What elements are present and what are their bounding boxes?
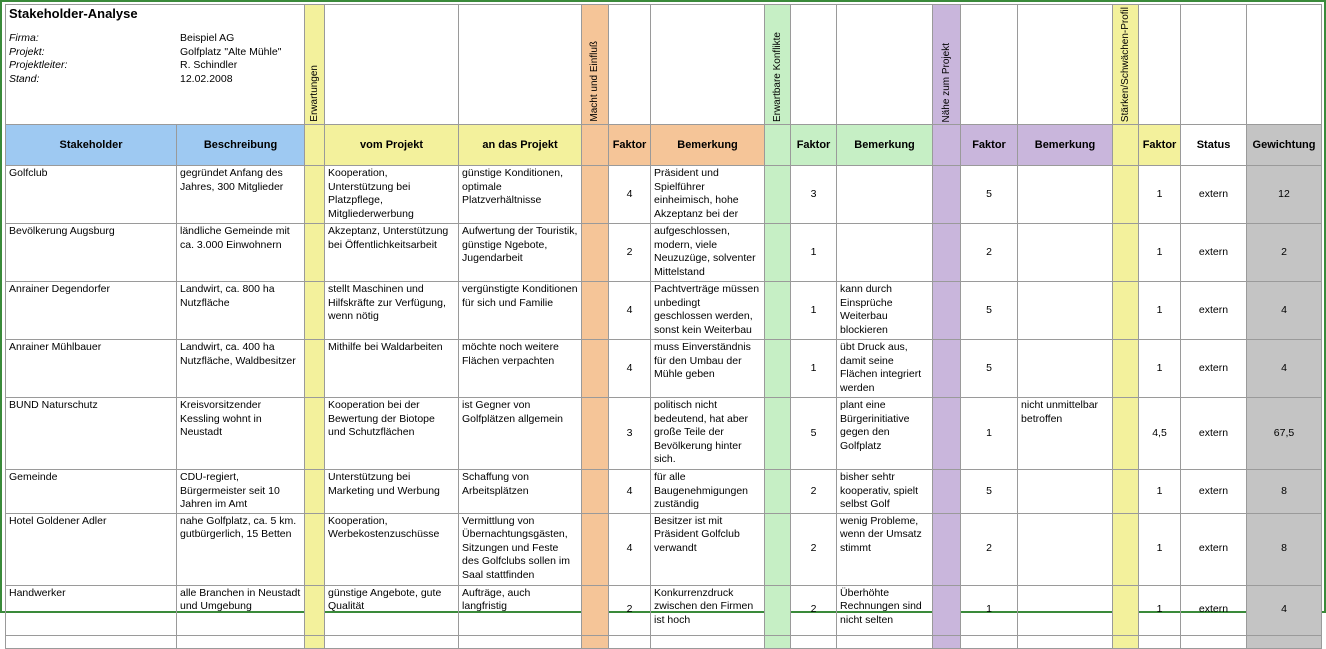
empty-cell — [791, 635, 837, 648]
bemerkung-naehe-cell[interactable] — [1018, 282, 1113, 340]
faktor-macht-cell[interactable]: 4 — [609, 282, 651, 340]
empty-cell — [651, 5, 765, 125]
gewichtung-cell[interactable]: 8 — [1247, 513, 1322, 585]
bemerkung-macht-cell[interactable]: Konkurrenzdruck zwischen den Firmen ist hoch — [651, 585, 765, 635]
table-row — [6, 282, 1322, 340]
faktor-naehe-cell[interactable]: 1 — [961, 398, 1018, 470]
empty-cell — [933, 635, 961, 648]
faktor-konflikte-cell[interactable]: 1 — [791, 224, 837, 282]
meta-key: Firma: — [9, 32, 39, 44]
table-row — [6, 585, 1322, 635]
description-cell[interactable]: Kreisvorsitzender Kessling wohnt in Neustadt — [177, 398, 305, 470]
spacer-cell — [582, 340, 609, 398]
meta-value: Golfplatz "Alte Mühle" — [180, 45, 282, 58]
sheet-title: Stakeholder-Analyse — [9, 6, 138, 21]
faktor-profil-cell[interactable]: 1 — [1139, 340, 1181, 398]
faktor-profil-cell[interactable]: 1 — [1139, 585, 1181, 635]
spacer-cell — [582, 470, 609, 514]
col-an-projekt[interactable]: an das Projekt — [459, 125, 582, 166]
faktor-profil-cell[interactable]: 1 — [1139, 224, 1181, 282]
status-cell[interactable]: extern — [1181, 166, 1247, 224]
empty-cell — [1018, 5, 1113, 125]
vom-projekt-cell[interactable]: Mithilfe bei Waldarbeiten — [325, 340, 459, 398]
bemerkung-konflikte-cell[interactable]: Überhöhte Rechnungen sind nicht selten — [837, 585, 933, 635]
faktor-profil-cell[interactable]: 1 — [1139, 470, 1181, 514]
col-bemerkung-macht[interactable]: Bemerkung — [651, 125, 765, 166]
spacer-cell — [1113, 513, 1139, 585]
empty-cell — [651, 635, 765, 648]
faktor-macht-cell[interactable]: 4 — [609, 340, 651, 398]
spacer-cell — [933, 398, 961, 470]
description-cell[interactable]: alle Branchen in Neustadt und Umgebung — [177, 585, 305, 635]
col-bemerkung-konflikte[interactable]: Bemerkung — [837, 125, 933, 166]
meta-value: Beispiel AG — [180, 32, 235, 44]
bemerkung-konflikte-cell[interactable]: kann durch Einsprüche Weiterbau blockieren — [837, 282, 933, 340]
vom-projekt-cell[interactable]: Kooperation, Unterstützung bei Platzpflege, Mitgliederwerbung — [325, 166, 459, 224]
stakeholder-cell[interactable]: BUND Naturschutz — [6, 398, 177, 470]
status-cell[interactable]: extern — [1181, 282, 1247, 340]
meta-key: Stand: — [9, 72, 40, 85]
col-faktor-macht[interactable]: Faktor — [609, 125, 651, 166]
vom-projekt-cell[interactable]: Kooperation, Werbekostenzuschüsse — [325, 513, 459, 585]
bemerkung-macht-cell[interactable]: Besitzer ist mit Präsident Golfclub verwandt — [651, 513, 765, 585]
bemerkung-macht-cell[interactable]: Präsident und Spielführer einheimisch, hohe Akzeptanz bei der — [651, 166, 765, 224]
col-spacer — [305, 125, 325, 166]
empty-cell — [6, 635, 177, 648]
bemerkung-konflikte-cell[interactable]: übt Druck aus, damit seine Flächen integriert werden — [837, 340, 933, 398]
empty-cell — [1247, 635, 1322, 648]
an-projekt-cell[interactable]: ist Gegner von Golfplätzen allgemein — [459, 398, 582, 470]
spacer-cell — [933, 224, 961, 282]
empty-cell — [961, 5, 1018, 125]
col-vom-projekt[interactable]: vom Projekt — [325, 125, 459, 166]
faktor-profil-cell[interactable]: 1 — [1139, 513, 1181, 585]
empty-cell — [837, 5, 933, 125]
faktor-profil-cell[interactable]: 4,5 — [1139, 398, 1181, 470]
group-naehe — [933, 5, 961, 125]
faktor-profil-cell[interactable]: 1 — [1139, 166, 1181, 224]
bemerkung-naehe-cell[interactable] — [1018, 224, 1113, 282]
status-cell[interactable]: extern — [1181, 398, 1247, 470]
status-cell[interactable]: extern — [1181, 513, 1247, 585]
group-label: Erwartbare Konflikte — [771, 32, 783, 123]
stakeholder-cell[interactable]: Hotel Goldener Adler — [6, 513, 177, 585]
an-projekt-cell[interactable]: günstige Konditionen, optimale Platzverhältnisse — [459, 166, 582, 224]
gewichtung-cell[interactable]: 4 — [1247, 585, 1322, 635]
empty-cell — [1113, 635, 1139, 648]
meta-key: Projekt: — [9, 45, 45, 58]
empty-cell — [1181, 635, 1247, 648]
spacer-cell — [933, 282, 961, 340]
bemerkung-konflikte-cell[interactable]: wenig Probleme, wenn der Umsatz stimmt — [837, 513, 933, 585]
spacer-cell — [582, 166, 609, 224]
bemerkung-naehe-cell[interactable] — [1018, 340, 1113, 398]
vom-projekt-cell[interactable]: Kooperation bei der Bewertung der Biotope und Schutzflächen — [325, 398, 459, 470]
status-cell[interactable]: extern — [1181, 224, 1247, 282]
col-spacer — [765, 125, 791, 166]
col-gewichtung[interactable]: Gewichtung — [1247, 125, 1322, 166]
spacer-cell — [1113, 470, 1139, 514]
empty-cell — [1139, 635, 1181, 648]
info-block — [6, 5, 305, 125]
column-header-row — [6, 125, 1322, 166]
spacer-cell — [305, 398, 325, 470]
spacer-cell — [765, 470, 791, 514]
group-profil — [1113, 5, 1139, 125]
bemerkung-naehe-cell[interactable] — [1018, 513, 1113, 585]
faktor-naehe-cell[interactable]: 5 — [961, 470, 1018, 514]
spacer-cell — [305, 585, 325, 635]
stakeholder-cell[interactable]: Handwerker — [6, 585, 177, 635]
spacer-cell — [582, 513, 609, 585]
spacer-cell — [765, 224, 791, 282]
description-cell[interactable]: Landwirt, ca. 800 ha Nutzfläche — [177, 282, 305, 340]
group-konflikte — [765, 5, 791, 125]
gewichtung-cell[interactable]: 67,5 — [1247, 398, 1322, 470]
gewichtung-cell[interactable]: 8 — [1247, 470, 1322, 514]
spacer-cell — [933, 340, 961, 398]
bemerkung-naehe-cell[interactable] — [1018, 585, 1113, 635]
spacer-cell — [765, 585, 791, 635]
col-spacer — [1113, 125, 1139, 166]
an-projekt-cell[interactable]: Aufwertung der Touristik, günstige Ngebote, Jugendarbeit — [459, 224, 582, 282]
an-projekt-cell[interactable]: vergünstigte Konditionen für sich und Familie — [459, 282, 582, 340]
col-spacer — [933, 125, 961, 166]
col-stakeholder[interactable]: Stakeholder — [6, 125, 177, 166]
col-faktor-naehe[interactable]: Faktor — [961, 125, 1018, 166]
stakeholder-cell[interactable]: Bevölkerung Augsburg — [6, 224, 177, 282]
empty-cell — [961, 635, 1018, 648]
spacer-cell — [305, 166, 325, 224]
spacer-cell — [582, 585, 609, 635]
bemerkung-macht-cell[interactable]: für alle Baugenehmigungen zuständig — [651, 470, 765, 514]
faktor-konflikte-cell[interactable]: 3 — [791, 166, 837, 224]
empty-cell — [609, 635, 651, 648]
spacer-cell — [765, 282, 791, 340]
spacer-cell — [765, 166, 791, 224]
faktor-macht-cell[interactable]: 3 — [609, 398, 651, 470]
bemerkung-konflikte-cell[interactable] — [837, 166, 933, 224]
group-label: Nähe zum Projekt — [940, 42, 952, 123]
an-projekt-cell[interactable]: Schaffung von Arbeitsplätzen — [459, 470, 582, 514]
col-spacer — [582, 125, 609, 166]
table-row — [6, 166, 1322, 224]
spacer-cell — [582, 398, 609, 470]
bemerkung-naehe-cell[interactable] — [1018, 166, 1113, 224]
spacer-cell — [1113, 166, 1139, 224]
an-projekt-cell[interactable]: Aufträge, auch langfristig — [459, 585, 582, 635]
faktor-konflikte-cell[interactable]: 2 — [791, 585, 837, 635]
bemerkung-naehe-cell[interactable] — [1018, 470, 1113, 514]
faktor-naehe-cell[interactable]: 5 — [961, 166, 1018, 224]
faktor-naehe-cell[interactable]: 2 — [961, 513, 1018, 585]
faktor-naehe-cell[interactable]: 5 — [961, 282, 1018, 340]
spacer-cell — [1113, 398, 1139, 470]
empty-cell — [1018, 635, 1113, 648]
spacer-cell — [1113, 585, 1139, 635]
faktor-konflikte-cell[interactable]: 2 — [791, 513, 837, 585]
meta-row-firma — [9, 32, 301, 46]
spacer-cell — [765, 398, 791, 470]
gewichtung-cell[interactable]: 12 — [1247, 166, 1322, 224]
empty-cell — [305, 635, 325, 648]
group-erwartungen — [305, 5, 325, 125]
col-beschreibung[interactable]: Beschreibung — [177, 125, 305, 166]
col-bemerkung-naehe[interactable]: Bemerkung — [1018, 125, 1113, 166]
spacer-cell — [1113, 224, 1139, 282]
bemerkung-konflikte-cell[interactable]: bisher sehtr kooperativ, spielt selbst Golf — [837, 470, 933, 514]
spacer-cell — [305, 513, 325, 585]
table-row — [6, 340, 1322, 398]
spacer-cell — [305, 224, 325, 282]
description-cell[interactable]: CDU-regiert, Bürgermeister seit 10 Jahren im Amt — [177, 470, 305, 514]
spacer-cell — [1113, 282, 1139, 340]
bemerkung-macht-cell[interactable]: Pachtverträge müssen unbedingt geschlossen werden, sonst kein Weiterbau — [651, 282, 765, 340]
empty-cell — [837, 635, 933, 648]
spacer-cell — [765, 513, 791, 585]
gewichtung-cell[interactable]: 2 — [1247, 224, 1322, 282]
description-cell[interactable]: gegründet Anfang des Jahres, 300 Mitglieder — [177, 166, 305, 224]
spacer-cell — [933, 166, 961, 224]
meta-value: R. Schindler — [180, 59, 238, 71]
empty-cell — [609, 5, 651, 125]
meta-row-projekt — [9, 46, 301, 60]
faktor-macht-cell[interactable]: 2 — [609, 224, 651, 282]
stakeholder-cell[interactable]: Anrainer Mühlbauer — [6, 340, 177, 398]
spacer-cell — [305, 470, 325, 514]
empty-cell — [177, 635, 305, 648]
gewichtung-cell[interactable]: 4 — [1247, 282, 1322, 340]
vom-projekt-cell[interactable]: Unterstützung bei Marketing und Werbung — [325, 470, 459, 514]
group-label: Erwartungen — [308, 65, 320, 123]
vom-projekt-cell[interactable]: günstige Angebote, gute Qualität — [325, 585, 459, 635]
spacer-cell — [933, 470, 961, 514]
description-cell[interactable]: nahe Golfplatz, ca. 5 km. gutbürgerlich, 15 Betten — [177, 513, 305, 585]
faktor-macht-cell[interactable]: 4 — [609, 166, 651, 224]
spacer-cell — [765, 340, 791, 398]
empty-cell — [1139, 5, 1181, 125]
empty-cell — [325, 635, 459, 648]
group-label: Stärken/Schwächen-Profil — [1119, 7, 1131, 123]
faktor-naehe-cell[interactable]: 2 — [961, 224, 1018, 282]
group-label: Macht und Einfluß — [589, 41, 601, 123]
bemerkung-macht-cell[interactable]: politisch nicht bedeutend, hat aber große Teile der Bevölkerung hinter sich. — [651, 398, 765, 470]
empty-cell — [1181, 5, 1247, 125]
stakeholder-cell[interactable]: Gemeinde — [6, 470, 177, 514]
meta-row-projektleiter — [9, 59, 301, 73]
faktor-macht-cell[interactable]: 4 — [609, 513, 651, 585]
vom-projekt-cell[interactable]: stellt Maschinen und Hilfskräfte zur Verfügung, wenn nötig — [325, 282, 459, 340]
empty-cell — [459, 635, 582, 648]
spacer-cell — [305, 340, 325, 398]
faktor-profil-cell[interactable]: 1 — [1139, 282, 1181, 340]
empty-cell — [1247, 5, 1322, 125]
faktor-naehe-cell[interactable]: 5 — [961, 340, 1018, 398]
vom-projekt-cell[interactable]: Akzeptanz, Unterstützung bei Öffentlichkeitsarbeit — [325, 224, 459, 282]
header-row — [6, 5, 1322, 125]
bemerkung-naehe-cell[interactable]: nicht unmittelbar betroffen — [1018, 398, 1113, 470]
faktor-macht-cell[interactable]: 2 — [609, 585, 651, 635]
spacer-cell — [933, 513, 961, 585]
table-row-empty — [6, 635, 1322, 648]
stakeholder-table — [5, 4, 1322, 649]
table-row — [6, 513, 1322, 585]
bemerkung-macht-cell[interactable]: aufgeschlossen, modern, viele Neuzuzüge, solventer Mittelstand — [651, 224, 765, 282]
col-faktor-profil[interactable]: Faktor — [1139, 125, 1181, 166]
col-status[interactable]: Status — [1181, 125, 1247, 166]
faktor-konflikte-cell[interactable]: 2 — [791, 470, 837, 514]
an-projekt-cell[interactable]: Vermittlung von Übernachtungsgästen, Sitzungen und Feste des Golfclubs sollen im Saal stattfinden — [459, 513, 582, 585]
meta-row-stand — [9, 73, 301, 87]
group-macht — [582, 5, 609, 125]
spacer-cell — [582, 224, 609, 282]
table-row — [6, 470, 1322, 514]
stakeholder-cell[interactable]: Golfclub — [6, 166, 177, 224]
faktor-konflikte-cell[interactable]: 1 — [791, 340, 837, 398]
spacer-cell — [1113, 340, 1139, 398]
status-cell[interactable]: extern — [1181, 340, 1247, 398]
an-projekt-cell[interactable]: möchte noch weitere Flächen verpachten — [459, 340, 582, 398]
empty-cell — [582, 635, 609, 648]
table-row — [6, 398, 1322, 470]
meta-key: Projektleiter: — [9, 59, 68, 71]
bemerkung-konflikte-cell[interactable]: plant eine Bürgerinitiative gegen den Golfplatz — [837, 398, 933, 470]
faktor-konflikte-cell[interactable]: 5 — [791, 398, 837, 470]
meta-value: 12.02.2008 — [180, 72, 233, 85]
stakeholder-cell[interactable]: Anrainer Degendorfer — [6, 282, 177, 340]
faktor-konflikte-cell[interactable]: 1 — [791, 282, 837, 340]
bemerkung-konflikte-cell[interactable] — [837, 224, 933, 282]
table-body — [6, 166, 1322, 649]
faktor-macht-cell[interactable]: 4 — [609, 470, 651, 514]
description-cell[interactable]: ländliche Gemeinde mit ca. 3.000 Einwohnern — [177, 224, 305, 282]
empty-cell — [791, 5, 837, 125]
empty-cell — [325, 5, 459, 125]
empty-cell — [459, 5, 582, 125]
faktor-naehe-cell[interactable]: 1 — [961, 585, 1018, 635]
spacer-cell — [933, 585, 961, 635]
spacer-cell — [305, 282, 325, 340]
bemerkung-macht-cell[interactable]: muss Einverständnis für den Umbau der Mühle geben — [651, 340, 765, 398]
status-cell[interactable]: extern — [1181, 470, 1247, 514]
status-cell[interactable]: extern — [1181, 585, 1247, 635]
table-row — [6, 224, 1322, 282]
spacer-cell — [582, 282, 609, 340]
description-cell[interactable]: Landwirt, ca. 400 ha Nutzfläche, Waldbesitzer — [177, 340, 305, 398]
empty-cell — [765, 635, 791, 648]
col-faktor-konflikte[interactable]: Faktor — [791, 125, 837, 166]
gewichtung-cell[interactable]: 4 — [1247, 340, 1322, 398]
